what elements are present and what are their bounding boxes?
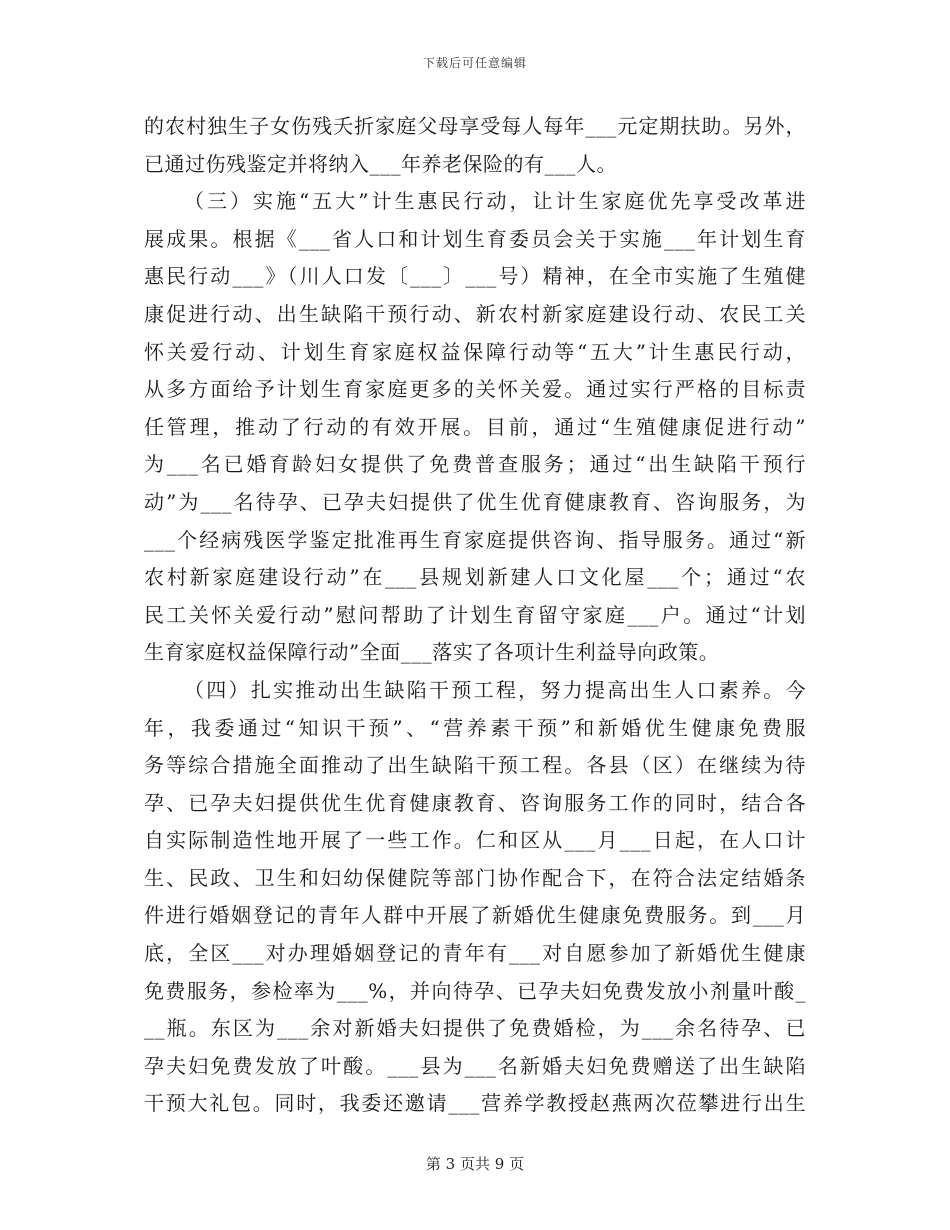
text-line: 任管理，推动了行动的有效开展。目前，通过“生殖健康促进行动” — [144, 414, 806, 439]
text-line: 生、民政、卫生和妇幼保健院等部门协作配合下，在符合法定结婚条 — [144, 865, 806, 890]
text-line: 孕夫妇免费发放了叶酸。___县为___名新婚夫妇免费赠送了出生缺陷 — [144, 1053, 806, 1078]
text-line: 自实际制造性地开展了一些工作。仁和区从___月___日起，在人口计 — [144, 828, 806, 853]
text-line: 怀关爱行动、计划生育家庭权益保障行动等“五大”计生惠民行动， — [144, 339, 806, 364]
text-line: 件进行婚姻登记的青年人群中开展了新婚优生健康免费服务。到___月 — [144, 903, 806, 928]
text-line: 惠民行动___》（川人口发〔___〕___号）精神，在全市实施了生殖健 — [144, 264, 806, 289]
text-line: 民工关怀关爱行动”慰问帮助了计划生育留守家庭___户。通过“计划 — [144, 602, 806, 627]
text-line: 展成果。根据《___省人口和计划生育委员会关于实施___年计划生育 — [144, 226, 806, 251]
text-line: 务等综合措施全面推动了出生缺陷干预工程。各县（区）在继续为待 — [144, 753, 806, 778]
text-line: 生育家庭权益保障行动”全面___落实了各项计生利益导向政策。 — [144, 640, 720, 665]
text-line: 免费服务，参检率为___%，并向待孕、已孕夫妇免费发放小剂量叶酸_ — [144, 978, 806, 1003]
text-line: 从多方面给予计划生育家庭更多的关怀关爱。通过实行严格的目标责 — [144, 377, 806, 402]
text-line: ___个经病残医学鉴定批准再生育家庭提供咨询、指导服务。通过“新 — [144, 527, 806, 552]
text-line: 为___名已婚育龄妇女提供了免费普查服务；通过“出生缺陷干预行 — [144, 452, 806, 477]
text-line: 已通过伤残鉴定并将纳入___年养老保险的有___人。 — [144, 151, 617, 176]
text-line: 农村新家庭建设行动”在___县规划新建人口文化屋___个；通过“农 — [144, 565, 806, 590]
page-footer: 第 3 页共 9 页 — [425, 1155, 525, 1173]
paragraph-start-line: （四）扎实推动出生缺陷干预工程，努力提高出生人口素养。今 — [184, 677, 806, 702]
text-line: 干预大礼包。同时，我委还邀请___营养学教授赵燕两次莅攀进行出生 — [144, 1091, 806, 1116]
text-line: 康促进行动、出生缺陷干预行动、新农村新家庭建设行动、农民工关 — [144, 301, 806, 326]
page-header: 下载后可任意编辑 — [422, 56, 527, 70]
paragraph-start-line: （三）实施“五大”计生惠民行动，让计生家庭优先享受改革进 — [184, 189, 806, 214]
text-line: 孕、已孕夫妇提供优生优育健康教育、咨询服务工作的同时，结合各 — [144, 790, 806, 815]
text-line: __瓶。东区为___余对新婚夫妇提供了免费婚检，为___余名待孕、已 — [144, 1016, 806, 1041]
text-line: 底，全区___对办理婚姻登记的青年有___对自愿参加了新婚优生健康 — [144, 941, 806, 966]
text-line: 的农村独生子女伤残夭折家庭父母享受每人每年___元定期扶助。另外， — [144, 114, 806, 138]
text-line: 动”为___名待孕、已孕夫妇提供了优生优育健康教育、咨询服务，为 — [144, 489, 806, 514]
text-line: 年，我委通过“知识干预”、“营养素干预”和新婚优生健康免费服 — [144, 715, 806, 740]
document-body — [144, 108, 806, 1123]
